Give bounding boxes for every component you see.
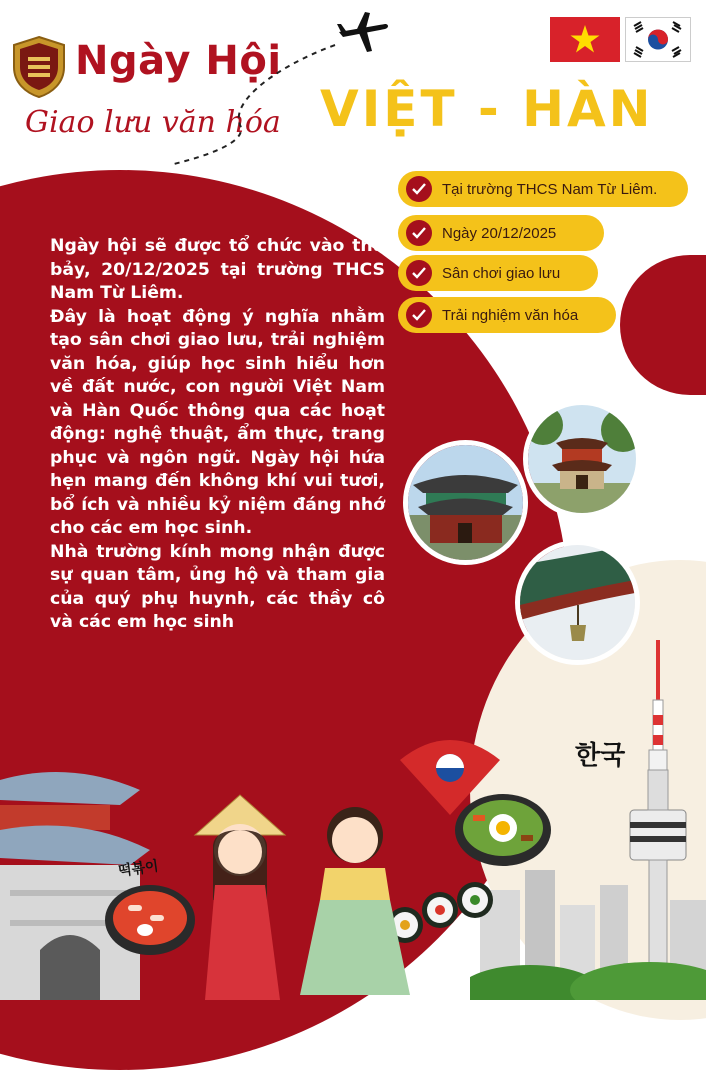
- korea-flag-icon: [625, 17, 691, 62]
- info-pill-label: Trải nghiệm văn hóa: [442, 306, 579, 324]
- info-pill-experience: [398, 297, 616, 333]
- school-logo-icon: [10, 35, 68, 99]
- info-pill-label: Ngày 20/12/2025: [442, 224, 557, 242]
- description-paragraph-1: Ngày hội sẽ được tổ chức vào thứ bảy, 20/12/2025 tại trường THCS Nam Từ Liêm.: [50, 236, 385, 303]
- info-pill-location: [398, 171, 688, 207]
- event-description: [50, 235, 385, 635]
- title-viet-han: VIỆT - HÀN: [320, 80, 654, 138]
- description-paragraph-3: Nhà trường kính mong nhận được sự quan tâm, ủng hộ và tham gia của quý phụ huynh, các thầy cô và các em học sinh: [50, 541, 385, 632]
- photo-temple-of-literature: [523, 400, 641, 518]
- photo-korean-palace: [403, 440, 528, 565]
- info-pill-date: [398, 215, 604, 251]
- red-semicircle-decoration: [620, 255, 706, 395]
- check-heart-icon: [406, 176, 432, 202]
- info-pill-label: Tại trường THCS Nam Từ Liêm.: [442, 180, 658, 198]
- two-girls-illustration: [185, 790, 425, 1000]
- info-pill-activity: [398, 255, 598, 291]
- check-heart-icon: [406, 302, 432, 328]
- info-pill-label: Sân chơi giao lưu: [442, 264, 561, 282]
- check-heart-icon: [406, 260, 432, 286]
- hangul-korea-text: 한국: [575, 741, 626, 771]
- subtitle-giao-luu-van-hoa: Giao lưu văn hóa: [25, 105, 281, 140]
- tteokbokki-label: 떡볶이: [117, 858, 160, 880]
- bibimbap-illustration: [453, 790, 553, 870]
- vietnam-flag-icon: [550, 17, 620, 62]
- check-heart-icon: [406, 220, 432, 246]
- title-ngay-hoi: Ngày Hội: [75, 38, 282, 84]
- airplane-icon: [335, 10, 390, 55]
- description-paragraph-2: Đây là hoạt động ý nghĩa nhằm tạo sân chơi giao lưu, trải nghiệm văn hóa, giúp học sinh hiểu hơn về đất nước, con người Việt Nam và Hàn Quốc thông qua các hoạt động: nghệ thuật, ẩm thực, trang phục và ngôn ngữ. Ngày hội hứa hẹn mang đến không khí vui tươi, bổ ích và nhiều kỷ niệm đáng nhớ cho các em học sinh.: [50, 306, 385, 538]
